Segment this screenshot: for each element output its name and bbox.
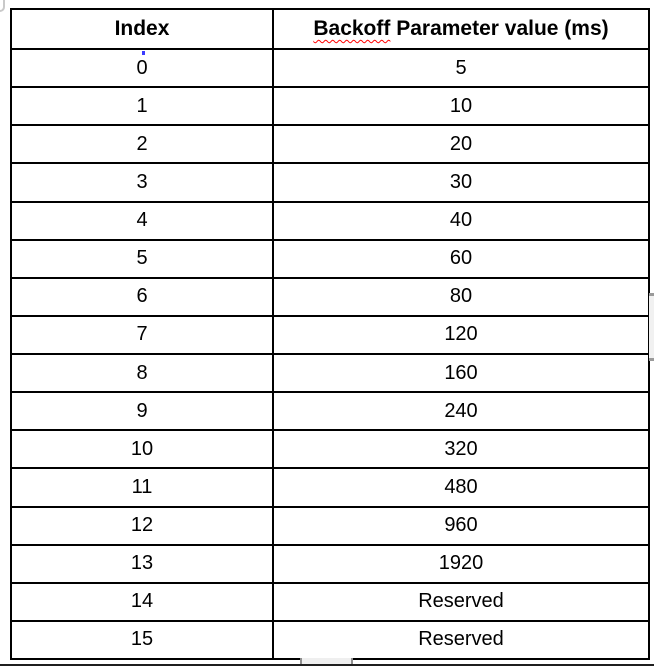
header-index: Index — [11, 9, 273, 49]
value-cell: Reserved — [273, 583, 649, 621]
value-cell: 960 — [273, 507, 649, 545]
index-cell: 1 — [11, 87, 273, 125]
table-row — [11, 468, 649, 506]
table-body — [11, 49, 649, 659]
index-cell: 5 — [11, 240, 273, 278]
table-row — [11, 278, 649, 316]
ui-corner-fragment — [0, 0, 5, 12]
table-row — [11, 545, 649, 583]
table-header — [11, 9, 649, 49]
table-row — [11, 163, 649, 201]
index-cell: 12 — [11, 507, 273, 545]
table-row — [11, 583, 649, 621]
table-row — [11, 202, 649, 240]
value-cell: 30 — [273, 163, 649, 201]
value-cell: 80 — [273, 278, 649, 316]
value-cell: 10 — [273, 87, 649, 125]
table-row — [11, 125, 649, 163]
value-cell: 240 — [273, 392, 649, 430]
index-cell: 7 — [11, 316, 273, 354]
value-cell: 5 — [273, 49, 649, 87]
value-cell: 60 — [273, 240, 649, 278]
index-cell: 3 — [11, 163, 273, 201]
index-cell: 6 — [11, 278, 273, 316]
table-row — [11, 87, 649, 125]
index-cell: 9 — [11, 392, 273, 430]
vertical-scrollbar-thumb[interactable] — [649, 293, 654, 361]
index-cell: 8 — [11, 354, 273, 392]
header-backoff-value — [273, 9, 649, 49]
value-cell: 40 — [273, 202, 649, 240]
value-cell: 160 — [273, 354, 649, 392]
table-row — [11, 430, 649, 468]
value-cell: 120 — [273, 316, 649, 354]
value-cell: 480 — [273, 468, 649, 506]
table-row — [11, 354, 649, 392]
table-row — [11, 240, 649, 278]
table-row — [11, 316, 649, 354]
index-cell: 4 — [11, 202, 273, 240]
table-row — [11, 621, 649, 659]
table-row — [11, 507, 649, 545]
index-cell: 11 — [11, 468, 273, 506]
value-cell: 1920 — [273, 545, 649, 583]
header-backoff-rest: Parameter value (ms) — [390, 17, 609, 40]
backoff-parameter-table — [10, 8, 650, 660]
index-cell: 2 — [11, 125, 273, 163]
table-row — [11, 49, 649, 87]
index-cell: 10 — [11, 430, 273, 468]
header-row — [11, 9, 649, 49]
table-row — [11, 392, 649, 430]
value-cell: 20 — [273, 125, 649, 163]
index-cell: 15 — [11, 621, 273, 659]
value-cell: Reserved — [273, 621, 649, 659]
misspelled-word: Backoff — [313, 17, 391, 40]
index-cell: 14 — [11, 583, 273, 621]
index-cell: 13 — [11, 545, 273, 583]
text-cursor-marker: 0 — [136, 56, 148, 79]
value-cell: 320 — [273, 430, 649, 468]
window-bottom-edge — [0, 664, 654, 666]
index-cell — [11, 49, 273, 87]
